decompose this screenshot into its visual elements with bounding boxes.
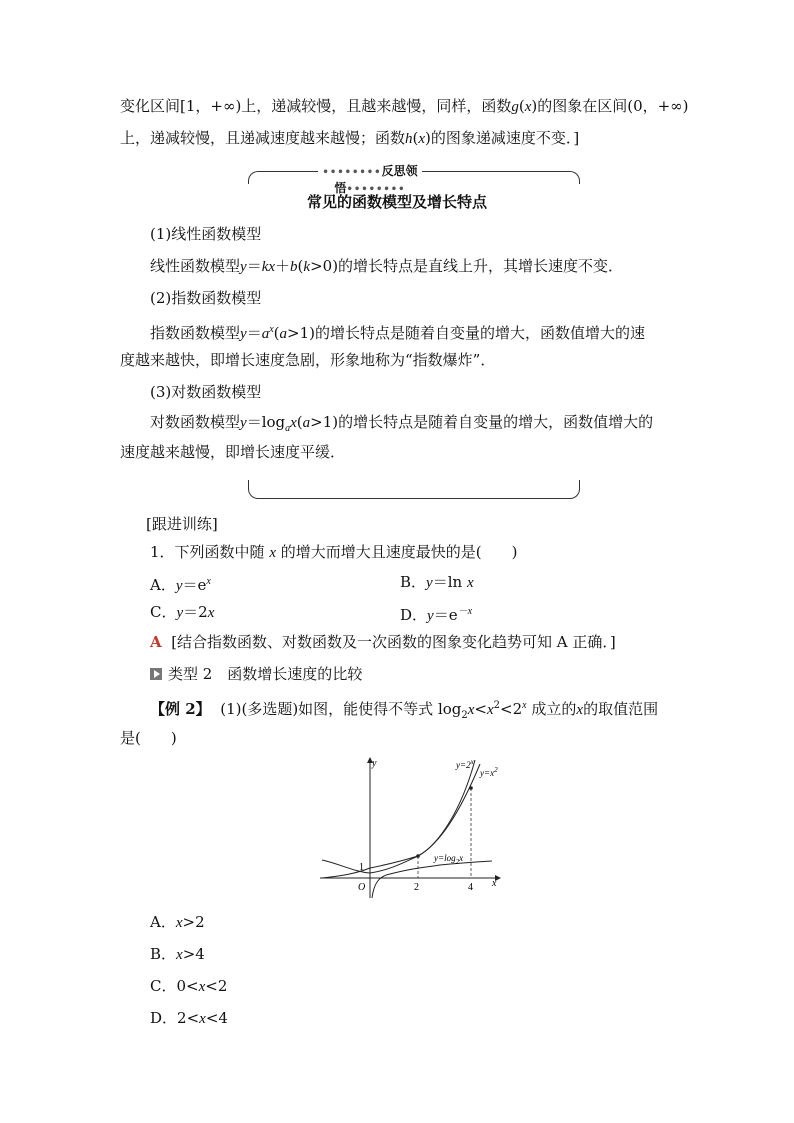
text: ＝2: [183, 603, 208, 621]
math-var: y: [175, 578, 183, 594]
math-var: y: [426, 575, 433, 591]
text: (: [297, 257, 304, 275]
math-var: y: [240, 326, 247, 342]
text: (: [296, 413, 303, 431]
text: ＝ln: [432, 573, 467, 591]
answer-explanation: [结合指数函数、对数函数及一次函数的图象变化趋势可知 A 正确．]: [171, 633, 616, 651]
math-sup: 2: [493, 700, 501, 711]
dots-decoration: ••••••••: [346, 184, 406, 195]
section-3-heading: (3)对数函数模型: [150, 383, 262, 401]
curve-y-x-squared: [322, 764, 480, 873]
text: 上，递减较慢，且递减速度越来越慢；函数: [120, 129, 406, 147]
tick-label-4: 4: [468, 882, 473, 893]
label-sub: 2: [455, 858, 460, 866]
choice-b: [150, 944, 205, 965]
label-text: 反思领悟: [334, 164, 418, 195]
math-sup: －x: [457, 606, 473, 617]
text: ＝e: [182, 576, 207, 594]
math-var: x: [207, 605, 215, 621]
text: ＝e: [433, 606, 458, 624]
text: 的取值范围: [583, 700, 659, 718]
math-sup: x: [206, 576, 211, 587]
section-1-heading: (1)线性函数模型: [150, 225, 262, 243]
label-text: y=x: [480, 768, 495, 778]
text: 变化区间[1，+∞)上，递减较慢，且越来越慢，同样，函数: [120, 97, 512, 115]
example-2-line2: 是( ): [120, 729, 177, 747]
answer-letter: A: [150, 633, 162, 651]
section-2-body-line2: 度越来越快，即增长速度急剧，形象地称为“指数爆炸”．: [120, 351, 496, 369]
math-var: x: [290, 415, 297, 431]
text: >1)的增长特点是随着自变量的增大，函数值增大的: [310, 413, 654, 431]
label-x-squared: [479, 766, 498, 778]
x-axis-label: x: [492, 878, 497, 889]
option-b: [400, 572, 474, 593]
text: )的图象在区间(0，+∞): [531, 97, 689, 115]
section-2-body: [150, 320, 645, 344]
text: (: [518, 97, 525, 115]
option-label: B．: [400, 573, 427, 591]
function-graph-figure: [310, 752, 510, 902]
text: 0<: [176, 977, 199, 995]
math-sub: a: [285, 423, 291, 434]
text: 对数函数模型: [150, 413, 241, 431]
option-c: [150, 602, 214, 623]
math-var: x: [576, 702, 584, 718]
math-var: x: [524, 99, 532, 115]
label-text: x: [459, 853, 464, 863]
text: ＝log: [246, 413, 286, 431]
math-sup: x: [269, 324, 274, 335]
math-var: h: [405, 131, 413, 147]
math-sub: 2: [461, 710, 468, 721]
text: >2: [182, 913, 205, 931]
text: 线性函数模型: [150, 257, 241, 275]
text: <: [474, 700, 487, 718]
math-var: a: [261, 326, 270, 342]
intersection-point-4: [469, 786, 473, 790]
practice-heading: [跟进训练]: [146, 515, 218, 533]
curve-y-log2-x: [372, 861, 492, 898]
y-axis-label: y: [372, 758, 377, 769]
text: 的增大而增大且速度最快的是( ): [280, 543, 518, 561]
math-var: x: [269, 545, 276, 561]
math-var: x: [198, 979, 206, 995]
example-tag: 【例 2】: [150, 700, 211, 718]
text: >1)的增长特点是随着自变量的增大，函数值增大的速: [287, 324, 645, 342]
option-label: C．: [150, 603, 177, 621]
question-1: [150, 542, 518, 563]
math-var: x: [467, 702, 475, 718]
choice-c: [150, 976, 227, 997]
reflection-box-bottom-border: [248, 480, 580, 499]
section-3-body: [150, 412, 653, 439]
math-var: x: [199, 1011, 206, 1027]
math-var: y: [240, 415, 247, 431]
text: <2: [205, 977, 228, 995]
text: <2: [500, 700, 523, 718]
text: ＋: [275, 257, 291, 275]
play-triangle-icon: [150, 668, 162, 680]
choice-label: B．: [150, 945, 177, 963]
math-var: y: [427, 608, 434, 624]
math-var: kx: [261, 259, 276, 275]
paragraph-line-2: [120, 128, 579, 149]
choice-label: D．: [150, 1009, 178, 1027]
math-var: x: [466, 575, 474, 591]
math-var: k: [303, 259, 311, 275]
text: >0)的增长特点是直线上升，其增长速度不变．: [310, 257, 624, 275]
text: (1)(多选题)如图，能使得不等式 log: [220, 700, 462, 718]
text: (: [273, 324, 280, 342]
label-text: y=2: [456, 760, 471, 770]
box-title: 常见的函数模型及增长特点: [306, 193, 487, 211]
answer-line: [150, 632, 616, 652]
option-label: A．: [150, 576, 176, 594]
section-3-body-line2: 速度越来越慢，即增长速度平缓．: [120, 443, 346, 461]
text: 指数函数模型: [150, 324, 241, 342]
math-var: a: [302, 415, 311, 431]
text: 1．下列函数中随: [150, 543, 265, 561]
label-2-power-x: [455, 758, 475, 770]
choice-a: [150, 912, 205, 933]
section-1-body: [150, 256, 623, 277]
tick-label-1: 1: [359, 862, 364, 873]
intersection-point-2: [416, 854, 420, 858]
option-d: [400, 602, 472, 626]
text: (: [412, 129, 419, 147]
math-var: x: [418, 131, 426, 147]
option-label: D．: [400, 606, 428, 624]
type-2-heading: [150, 664, 362, 684]
example-2: [150, 696, 658, 726]
dots-decoration: ••••••••: [322, 167, 382, 178]
text: ＝: [246, 324, 262, 342]
text: )的图象递减速度不变．]: [425, 129, 580, 147]
math-var: x: [175, 915, 183, 931]
math-var: x: [487, 702, 494, 718]
origin-label: O: [358, 882, 366, 893]
section-2-heading: (2)指数函数模型: [150, 289, 262, 307]
label-sup: x: [470, 758, 474, 766]
choice-label: A．: [150, 913, 176, 931]
choice-d: [150, 1008, 228, 1029]
tick-label-2: 2: [414, 882, 419, 893]
text: <4: [205, 1009, 228, 1027]
label-sup: 2: [494, 766, 498, 774]
math-var: a: [279, 326, 288, 342]
paragraph-line-1: [120, 96, 689, 117]
text: 2<: [177, 1009, 200, 1027]
option-a: [150, 572, 211, 596]
math-var: y: [240, 259, 247, 275]
math-var: g: [511, 99, 519, 115]
text: 成立的: [526, 700, 577, 718]
math-sup: x: [522, 700, 527, 711]
math-var: y: [176, 605, 184, 621]
label-text: y=log: [434, 853, 456, 863]
math-var: b: [290, 259, 298, 275]
math-var: x: [176, 947, 183, 963]
text: >4: [182, 945, 205, 963]
text: ＝: [246, 257, 262, 275]
type-label: 类型 2 函数增长速度的比较: [168, 665, 363, 683]
reflection-box-label: [318, 162, 422, 196]
choice-label: C．: [150, 977, 177, 995]
